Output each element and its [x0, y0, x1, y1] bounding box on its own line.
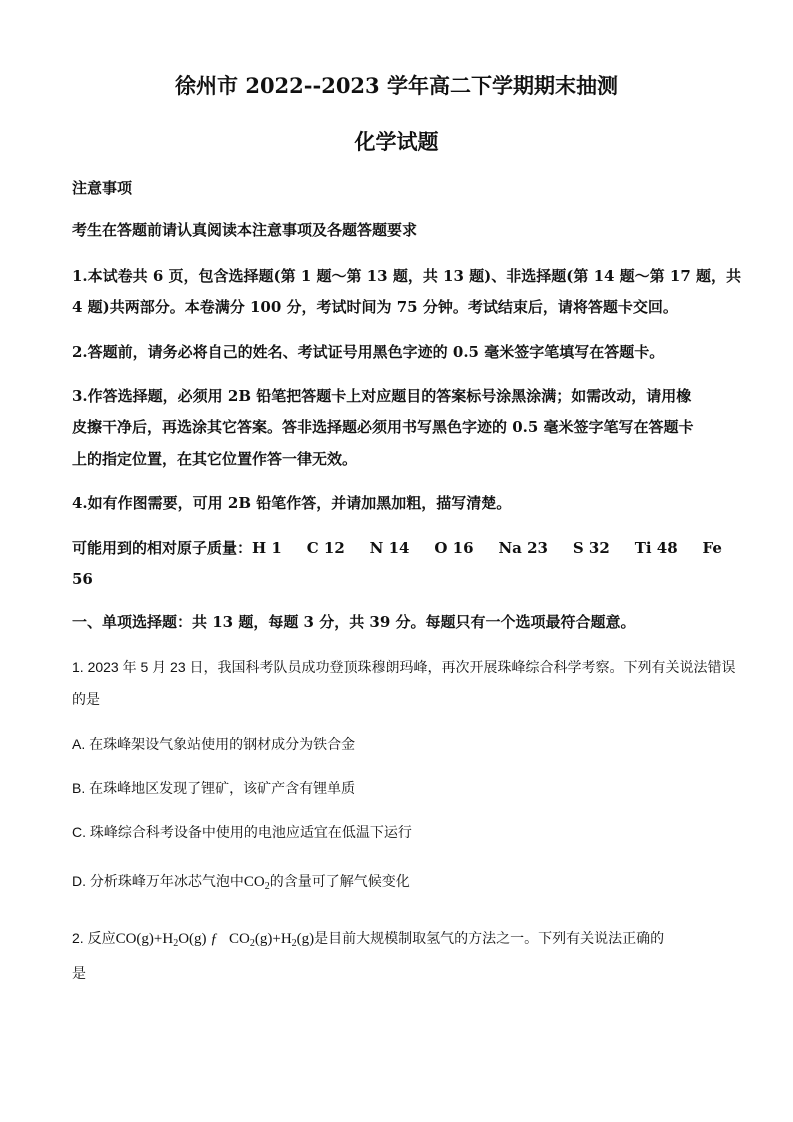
atomic-mass-na: Na 23: [498, 539, 548, 557]
notice-item-3-line-2: 皮擦干净后，再选涂其它答案。答非选择题必须用书写黑色字迹的 0.5 毫米签字笔写在答题卡: [72, 418, 694, 436]
eq-product-state: (g): [296, 931, 315, 947]
atomic-mass-n: N 14: [369, 539, 410, 557]
atomic-mass-o: O 16: [434, 539, 474, 557]
question-2-stem-line-2: 是: [72, 965, 86, 981]
option-d-text-after: 的含量可了解气候变化: [269, 873, 410, 889]
atomic-mass-fe-value: 56: [72, 570, 93, 588]
notice-heading: 注意事项: [72, 179, 133, 197]
question-1-option-a: A. 在珠峰架设气象站使用的钢材成分为铁合金: [72, 736, 356, 752]
eq-reactant-co-h: CO(g)+H: [115, 931, 174, 947]
question-1-option-b: B. 在珠峰地区发现了锂矿，该矿产含有锂单质: [72, 780, 356, 796]
atomic-masses-label: 可能用到的相对原子质量：H 1: [72, 539, 282, 557]
question-2-prefix: 2. 反应: [72, 930, 116, 946]
co2-formula: [244, 874, 270, 890]
question-1-option-c: C. 珠峰综合科考设备中使用的电池应适宜在低温下运行: [72, 824, 412, 840]
question-1-stem-line-2: 的是: [72, 691, 100, 707]
question-1-stem-line-1: 1. 2023 年 5 月 23 日，我国科考队员成功登顶珠穆朗玛峰，再次开展珠峰综合科学考察。下列有关说法错误: [72, 659, 736, 675]
atomic-mass-fe: Fe: [702, 539, 722, 557]
section-1-heading: 一、单项选择题：共 13 题，每题 3 分，共 39 分。每题只有一个选项最符合题意。: [72, 613, 636, 631]
notice-item-2: 2.答题前，请务必将自己的姓名、考试证号用黑色字迹的 0.5 毫米签字笔填写在答题卡。: [72, 343, 665, 361]
notice-item-4: 4.如有作图需要，可用 2B 铅笔作答，并请加黑加粗，描写清楚。: [72, 494, 512, 512]
eq-sub-1: 2: [173, 938, 179, 949]
question-1-option-d: [72, 871, 722, 897]
eq-sub-2: 2: [249, 938, 255, 949]
eq-reactant-water: O(g): [178, 931, 207, 947]
exam-subject-title: 化学试题: [354, 129, 439, 154]
question-2-stem-line-1: [72, 928, 722, 954]
eq-sub-3: 2: [291, 938, 297, 949]
reaction-equation: [116, 931, 315, 947]
option-d-text-before: D. 分析珠峰万年冰芯气泡中: [72, 873, 244, 889]
eq-product-h: (g)+H: [254, 931, 292, 947]
question-2-suffix: 是目前大规模制取氢气的方法之一。下列有关说法正确的: [314, 930, 665, 946]
atomic-masses-row: [72, 538, 722, 558]
notice-item-1-line-1: 1.本试卷共 6 页，包含选择题(第 1 题～第 13 题，共 13 题)、非选择题(第 14 题～第 17 题，共: [72, 267, 741, 285]
notice-intro: 考生在答题前请认真阅读本注意事项及各题答题要求: [72, 221, 418, 239]
eq-product-co: CO: [229, 931, 250, 947]
co2-symbol: CO: [243, 874, 265, 890]
equilibrium-arrow-glyph: ƒ: [210, 931, 218, 947]
notice-item-3-line-1: 3.作答选择题，必须用 2B 铅笔把答题卡上对应题目的答案标号涂黑涂满；如需改动，请用橡: [72, 387, 692, 405]
atomic-mass-ti: Ti 48: [634, 539, 678, 557]
atomic-mass-c: C 12: [306, 539, 345, 557]
exam-title: 徐州市 2022--2023 学年高二下学期期末抽测: [175, 73, 618, 98]
atomic-mass-s: S 32: [572, 539, 610, 557]
co2-subscript: 2: [264, 881, 270, 892]
notice-item-3-line-3: 上的指定位置，在其它位置作答一律无效。: [72, 450, 358, 468]
notice-item-1-line-2: 4 题)共两部分。本卷满分 100 分，考试时间为 75 分钟。考试结束后，请将答题卡交回。: [72, 298, 678, 316]
